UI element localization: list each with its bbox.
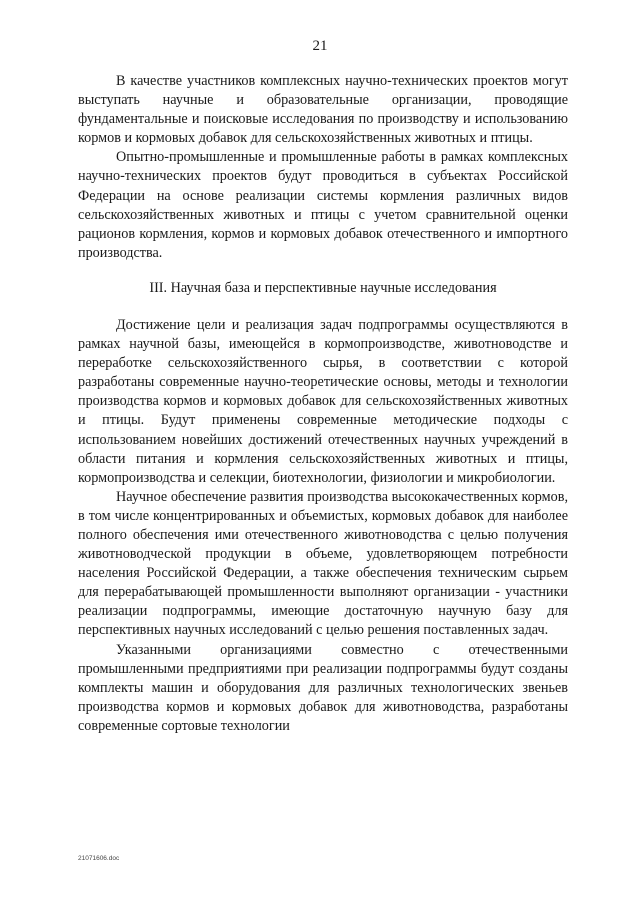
footer-filename: 21071606.doc: [78, 855, 120, 862]
paragraph-scientific-support: Научное обеспечение развития производства высококачественных кормов, в том числе концентрированных и объемистых, кормовых добавок для наиболее полного обеспечения ими отечественного животноводства с целью получения животноводческой продукции в объеме, удовлетворяющем потребности населения Российской Федерации, а также обеспечения техническим сырьем для перерабатывающей промышленности выполняют организации - участники реализации подпрограммы, имеющие достаточную научную базу для перспективных научных исследований с целью решения поставленных задач.: [78, 488, 568, 639]
paragraph-organizations: Указанными организациями совместно с отечественными промышленными предприятиями при реализации подпрограммы будут созданы комплекты машин и оборудования для различных технологических звеньев производства кормов и кормовых добавок для животноводства, разработаны современные сортовые технологии: [78, 641, 568, 734]
paragraph-pilot-works: Опытно-промышленные и промышленные работы в рамках комплексных научно-технических проектов будут проводиться в субъектах Российской Федерации на основе реализации системы кормления различных видов сельскохозяйственных животных и птицы с учетом сравнительной оценки рационов кормления, кормов и кормовых добавок отечественного и импортного производства.: [78, 149, 568, 261]
paragraph-scientific-base: Достижение цели и реализация задач подпрограммы осуществляются в рамках научной базы, имеющейся в кормопроизводстве, животноводстве и переработке сельскохозяйственного сырья, в соответствии с которой разработаны современные научно-теоретические основы, методы и технологии производства кормов и кормовых добавок для сельскохозяйственных животных и птицы. Будут применены современные методические подходы с использованием новейших достижений отечественных научных учреждений в области питания и кормления сельскохозяйственных животных и птицы, кормопроизводства и селекции, биотехнологии, физиологии и микробиологии.: [78, 316, 568, 486]
document-body: [78, 72, 568, 736]
paragraph-participants: В качестве участников комплексных научно-технических проектов могут выступать научные и образовательные организации, проводящие фундаментальные и поисковые исследования по производству и использованию кормов и кормовых добавок для сельскохозяйственных животных и птицы.: [78, 73, 568, 147]
section-heading: III. Научная база и перспективные научные исследования: [149, 279, 497, 296]
page-number: 21: [312, 38, 328, 54]
